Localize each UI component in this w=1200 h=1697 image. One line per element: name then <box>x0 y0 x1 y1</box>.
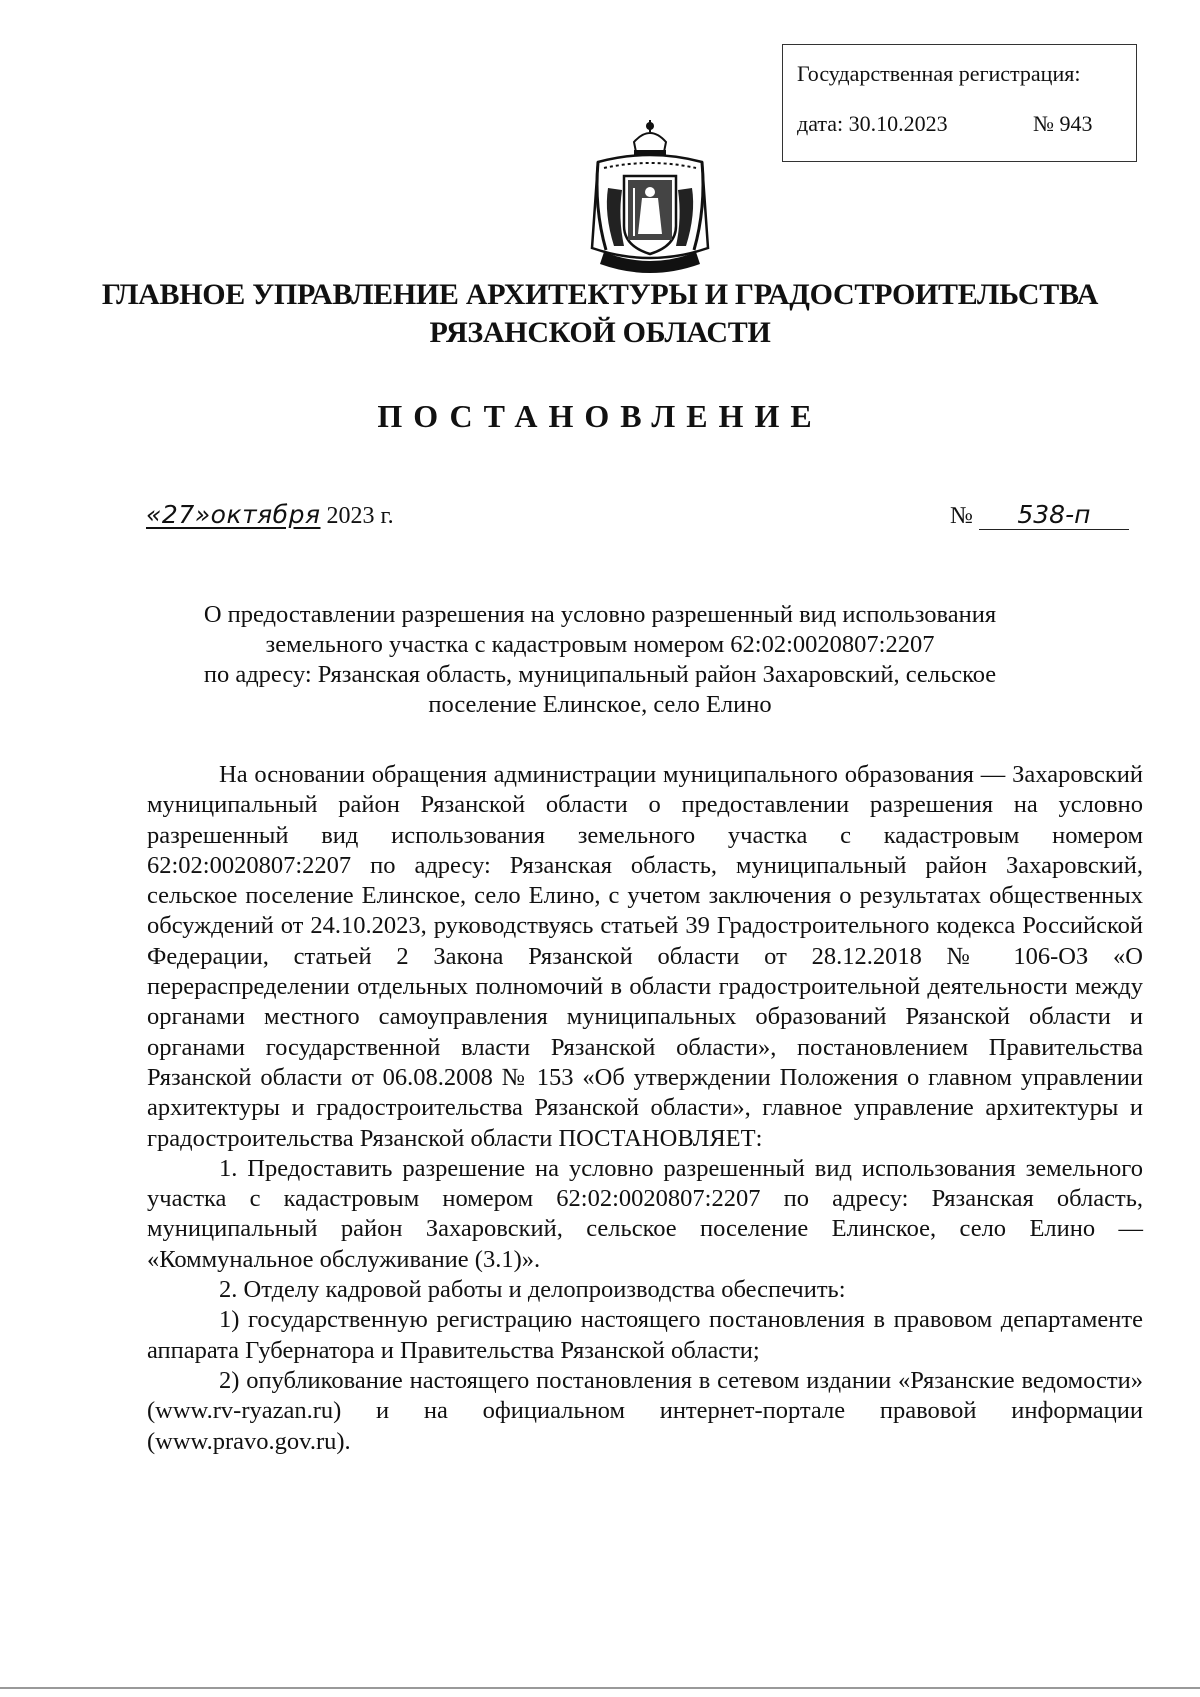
registration-date: дата: 30.10.2023 <box>797 111 948 136</box>
item-2-1-paragraph: 1) государственную регистрацию настоящего постановления в правовом департаменте аппарата Губернатора и Правительства Рязанской области; <box>147 1306 1143 1364</box>
subject-line-2: земельного участка с кадастровым номером 62:02:0020807:2207 <box>265 631 935 658</box>
preamble-paragraph: На основании обращения администрации муниципального образования — Захаровский муниципальный район Рязанской области о предоставлении разрешения на условно разрешенный вид использования земельного участка с кадастровым номером 62:02:0020807:2207 по адресу: Рязанская область, муниципальный район Захаровский, сельское поселение Елинское, село Елино, с учетом заключения о результатах общественных обсуждений от 24.10.2023, руководствуясь статьей 39 Градостроительного кодекса Российской Федерации, статьей 2 Закона Рязанской области от 28.12.2018 № 106-ОЗ «О перераспределении отдельных полномочий в области градостроительной деятельности между органами местного самоуправления муниципальных образований Рязанской области и органами государственной власти Рязанской области», постановлением Правительства Рязанской области от 06.08.2008 № 153 «Об утверждении Положения о главном управлении архитектуры и градостроительства Рязанской области», главное управление архитектуры и градостроительства Рязанской области ПОСТАНОВЛЯЕТ: <box>147 761 1143 1152</box>
item-2-2-paragraph: 2) опубликование настоящего постановления в сетевом издании «Рязанские ведомости» (www.rv-ryazan.ru) и на официальном интернет-портале правовой информации (www.pravo.gov.ru). <box>147 1366 1143 1455</box>
decree-body <box>147 760 1143 1457</box>
decree-year: 2023 г. <box>326 503 394 529</box>
decree-subject <box>150 600 1050 720</box>
item-1-paragraph: 1. Предоставить разрешение на условно разрешенный вид использования земельного участка с кадастровым номером 62:02:0020807:2207 по адресу: Рязанская область, муниципальный район Захаровский, сельское поселение Елинское, село Елино — «Коммунальное обслуживание (3.1)». <box>147 1154 1143 1273</box>
document-type-title: ПОСТАНОВЛЕНИЕ <box>377 398 823 434</box>
handwritten-date: «27»октября <box>146 500 321 529</box>
registration-number: № 943 <box>1033 111 1093 136</box>
handwritten-number: 538-п <box>979 500 1129 530</box>
decree-number <box>950 500 1129 530</box>
number-prefix: № <box>950 503 973 529</box>
subject-line-1: О предоставлении разрешения на условно разрешенный вид использования <box>203 601 997 628</box>
coat-of-arms-icon <box>584 118 716 280</box>
item-2-paragraph: 2. Отделу кадровой работы и делопроизводства обеспечить: <box>219 1276 846 1304</box>
org-line-1: ГЛАВНОЕ УПРАВЛЕНИЕ АРХИТЕКТУРЫ И ГРАДОСТРОИТЕЛЬСТВА <box>101 278 1099 311</box>
registration-label: Государственная регистрация: <box>797 61 1081 86</box>
decree-date <box>146 500 394 530</box>
organization-name <box>60 276 1140 352</box>
registration-box <box>782 44 1137 162</box>
subject-line-4: поселение Елинское, село Елино <box>428 691 772 718</box>
org-line-2: РЯЗАНСКОЙ ОБЛАСТИ <box>429 316 771 349</box>
subject-line-3: по адресу: Рязанская область, муниципальный район Захаровский, сельское <box>203 661 997 688</box>
page-bottom-edge <box>0 1687 1200 1689</box>
